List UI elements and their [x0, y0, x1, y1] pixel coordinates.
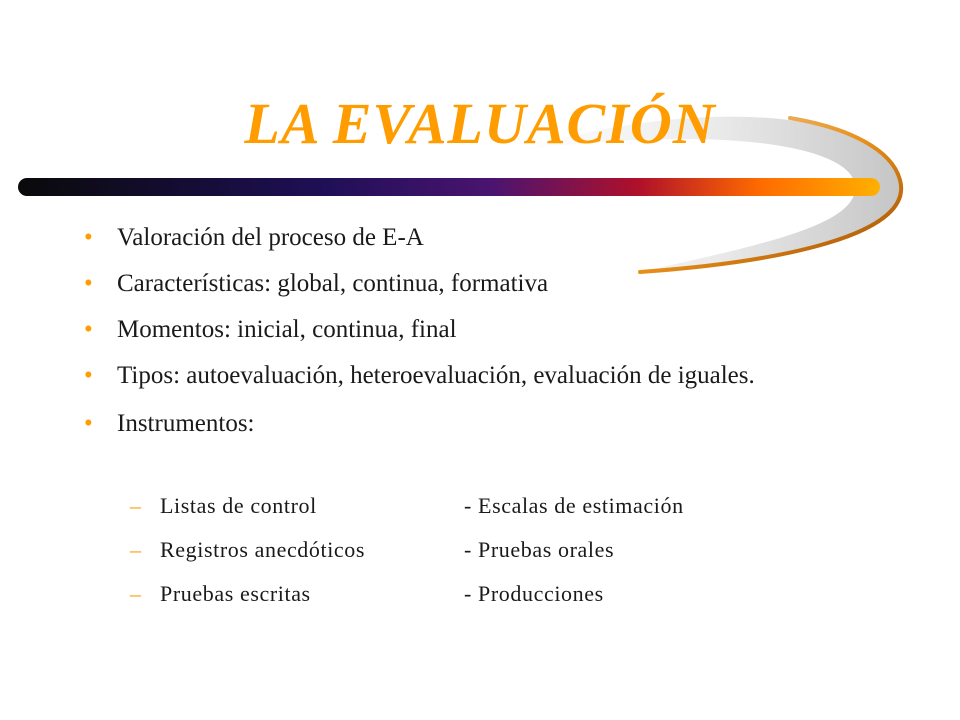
instrument-right: - Producciones	[464, 581, 604, 606]
instrument-row	[130, 535, 850, 579]
bullet-icon: •	[84, 410, 93, 437]
bullet-icon: •	[84, 224, 93, 251]
dash-icon: –	[130, 493, 142, 518]
bullet-item	[80, 360, 880, 392]
bullet-text: Momentos: inicial, continua, final	[117, 316, 457, 343]
bullet-text: Instrumentos:	[117, 410, 255, 437]
dash-icon: –	[130, 581, 142, 606]
dash-icon: –	[130, 537, 142, 562]
bullet-icon: •	[84, 270, 93, 297]
bullet-item	[80, 268, 880, 300]
bullet-icon: •	[84, 362, 93, 389]
bullet-item	[80, 314, 880, 346]
instrument-right: - Escalas de estimación	[464, 493, 684, 518]
bullet-icon: •	[84, 316, 93, 343]
bullet-item	[80, 222, 880, 254]
instrument-left: Registros anecdóticos	[160, 537, 366, 562]
instrument-row	[130, 491, 850, 535]
instrument-left: Listas de control	[160, 493, 317, 518]
instrument-row	[130, 579, 850, 623]
bullet-text: Características: global, continua, formativa	[117, 270, 549, 297]
bullet-text: Valoración del proceso de E-A	[117, 224, 424, 251]
bullet-list	[80, 222, 880, 454]
instrument-list	[130, 491, 850, 623]
instrument-right: - Pruebas orales	[464, 537, 615, 562]
instrument-left: Pruebas escritas	[160, 581, 311, 606]
bullet-text: Tipos: autoevaluación, heteroevaluación, evaluación de iguales.	[117, 362, 755, 389]
slide-title: LA EVALUACIÓN	[244, 91, 716, 156]
swoosh-bar	[18, 178, 880, 196]
bullet-item	[80, 408, 880, 440]
